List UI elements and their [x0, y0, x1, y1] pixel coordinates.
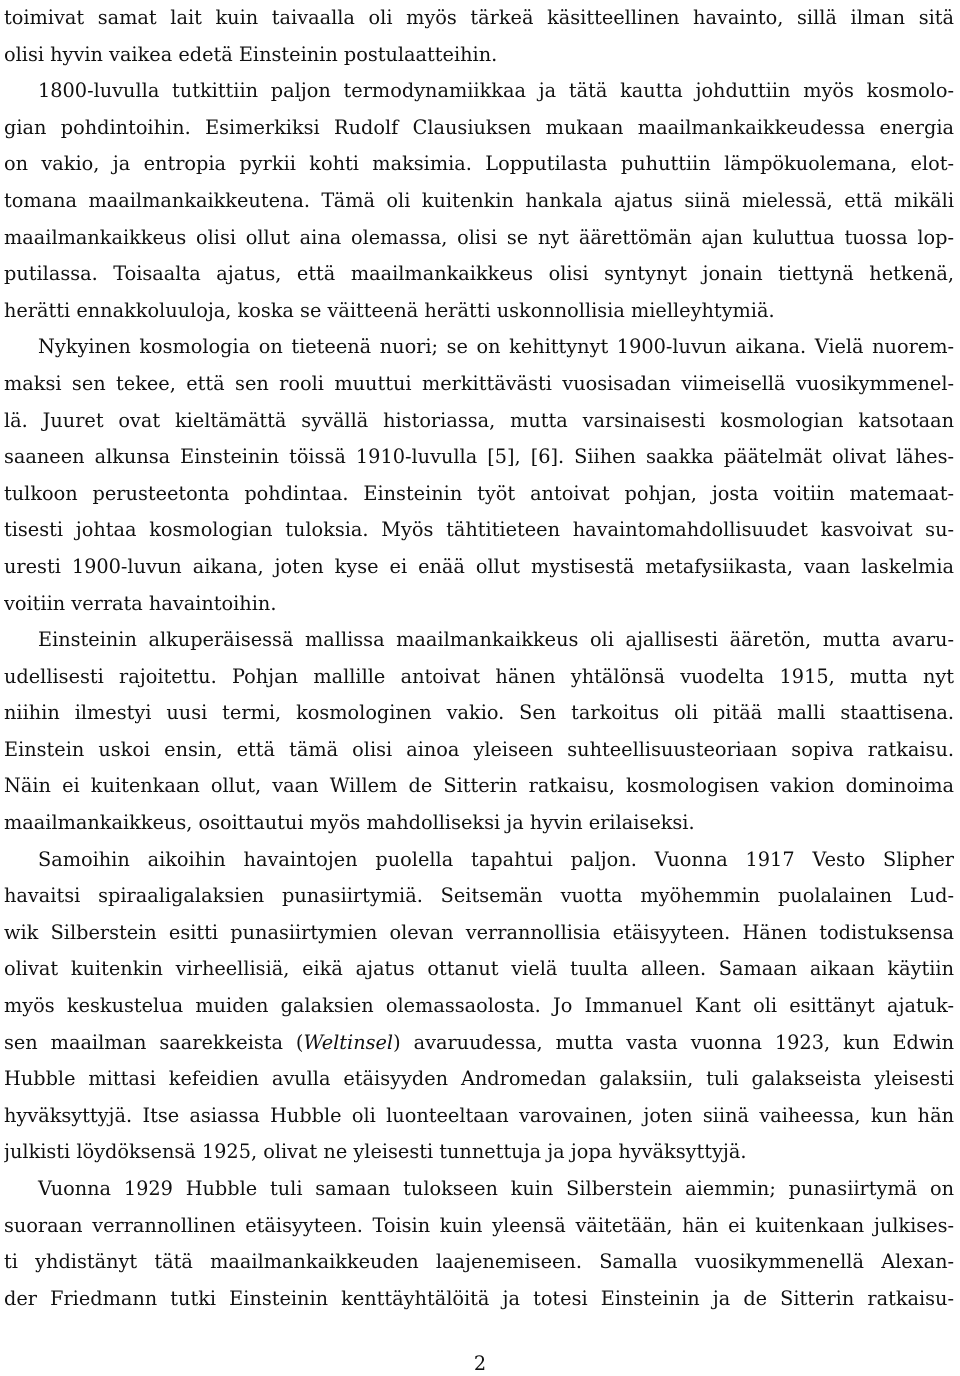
italic-term: Weltinsel	[303, 1030, 394, 1054]
body-text	[4, 0, 954, 1317]
text-line: maksi sen tekee, että sen rooli muuttui merkittävästi vuosisadan viimeisellä vuosikymmenel-	[4, 371, 954, 395]
text-line: uresti 1900-luvun aikana, joten kyse ei enää ollut mystisestä metafysiikasta, vaan laskelmia	[4, 554, 954, 578]
text-line: niihin ilmestyi uusi termi, kosmologinen vakio. Sen tarkoitus oli pitää malli staattisena.	[4, 701, 954, 725]
text-line: Samoihin aikoihin havaintojen puolella tapahtui paljon. Vuonna 1917 Vesto Slipher	[38, 847, 954, 871]
text-line: Vuonna 1929 Hubble tuli samaan tulokseen kuin Silberstein aiemmin; punasiirtymä on	[38, 1177, 954, 1200]
text-line: herätti ennakkoluuloja, koska se väitteenä herätti uskonnollisia mielleyhtymiä.	[4, 298, 775, 322]
text-line: havaitsi spiraaligalaksien punasiirtymiä. Seitsemän vuotta myöhemmin puolalainen Lud-	[4, 884, 954, 908]
text-line: der Friedmann tutki Einsteinin kenttäyhtälöitä ja totesi Einsteinin ja de Sitterin ratkaisu-	[4, 1286, 954, 1310]
text-line: voitiin verrata havaintoihin.	[4, 591, 277, 615]
text-line: 1800-luvulla tutkittiin paljon termodynamiikkaa ja tätä kautta johduttiin myös kosmolo-	[38, 79, 954, 103]
text-line: on vakio, ja entropia pyrkii kohti maksimia. Lopputilasta puhuttiin lämpökuolemana, elot-	[4, 152, 954, 176]
text-line: Einsteinin alkuperäisessä mallissa maailmankaikkeus oli ajallisesti ääretön, mutta avaru-	[38, 628, 954, 652]
text-line: Nykyinen kosmologia on tieteenä nuori; se on kehittynyt 1900-luvun aikana. Vielä nuorem-	[38, 335, 954, 359]
text-line: toimivat samat lait kuin taivaalla oli myös tärkeä käsitteellinen havainto, sillä ilman sitä	[4, 6, 954, 29]
text-line: maailmankaikkeus, osoittautui myös mahdolliseksi ja hyvin erilaiseksi.	[4, 811, 695, 835]
text-line: olisi hyvin vaikea edetä Einsteinin postulaatteihin.	[4, 42, 498, 66]
text-line: suoraan verrannollinen etäisyyteen. Toisin kuin yleensä väitetään, hän ei kuitenkaan julkises-	[4, 1213, 954, 1237]
text-line: Einstein uskoi ensin, että tämä olisi ainoa yleiseen suhteellisuusteoriaan sopiva ratkaisu.	[4, 737, 954, 761]
text-line: julkisti löydöksensä 1925, olivat ne yleisesti tunnettuja ja jopa hyväksyttyjä.	[4, 1140, 747, 1164]
text-line: putilassa. Toisaalta ajatus, että maailmankaikkeus olisi syntynyt jonain tiettynä hetkenä,	[4, 262, 954, 286]
text-line: tulkoon perusteetonta pohdintaa. Einsteinin työt antoivat pohjan, josta voitiin matemaat-	[4, 481, 954, 505]
text-line: olivat kuitenkin virheellisiä, eikä ajatus ottanut vielä tuulta alleen. Samaan aikaan käytiin	[4, 957, 954, 981]
text-line: hyväksyttyjä. Itse asiassa Hubble oli luonteeltaan varovainen, joten siinä vaiheessa, kun hän	[4, 1103, 954, 1127]
text-line: Näin ei kuitenkaan ollut, vaan Willem de Sitterin ratkaisu, kosmologisen vakion dominoima	[4, 774, 954, 798]
text-line: saaneen alkunsa Einsteinin töissä 1910-luvulla [5], [6]. Siihen saakka päätelmät olivat lähes-	[4, 445, 954, 469]
text-line: Hubble mittasi kefeidien avulla etäisyyden Andromedan galaksiin, tuli galakseista yleisesti	[4, 1067, 954, 1091]
page-number: 2	[473, 1352, 487, 1375]
text-line: tomana maailmankaikkeutena. Tämä oli kuitenkin hankala ajatus siinä mielessä, että mikäli	[4, 188, 954, 212]
text-line: sen maailman saarekkeista (Weltinsel) avaruudessa, mutta vasta vuonna 1923, kun Edwin	[4, 1030, 954, 1054]
text-line: wik Silberstein esitti punasiirtymien olevan verrannollisia etäisyyteen. Hänen todistuksensa	[4, 920, 954, 944]
text-line: ti yhdistänyt tätä maailmankaikkeuden laajenemiseen. Samalla vuosikymmenellä Alexan-	[4, 1250, 954, 1274]
text-line: lä. Juuret ovat kieltämättä syvällä historiassa, mutta varsinaisesti kosmologian katsotaan	[4, 408, 954, 432]
text-line: gian pohdintoihin. Esimerkiksi Rudolf Clausiuksen mukaan maailmankaikkeudessa energia	[4, 115, 954, 139]
text-line: maailmankaikkeus olisi ollut aina olemassa, olisi se nyt äärettömän ajan kuluttua tuossa lop-	[4, 225, 954, 249]
text-line: udellisesti rajoitettu. Pohjan mallille antoivat hänen yhtälönsä vuodelta 1915, mutta nyt	[4, 664, 954, 688]
text-line: myös keskustelua muiden galaksien olemassaolosta. Jo Immanuel Kant oli esittänyt ajatuk-	[4, 994, 954, 1018]
text-line: tisesti johtaa kosmologian tuloksia. Myös tähtitieteen havaintomahdollisuudet kasvoivat su-	[4, 518, 954, 542]
